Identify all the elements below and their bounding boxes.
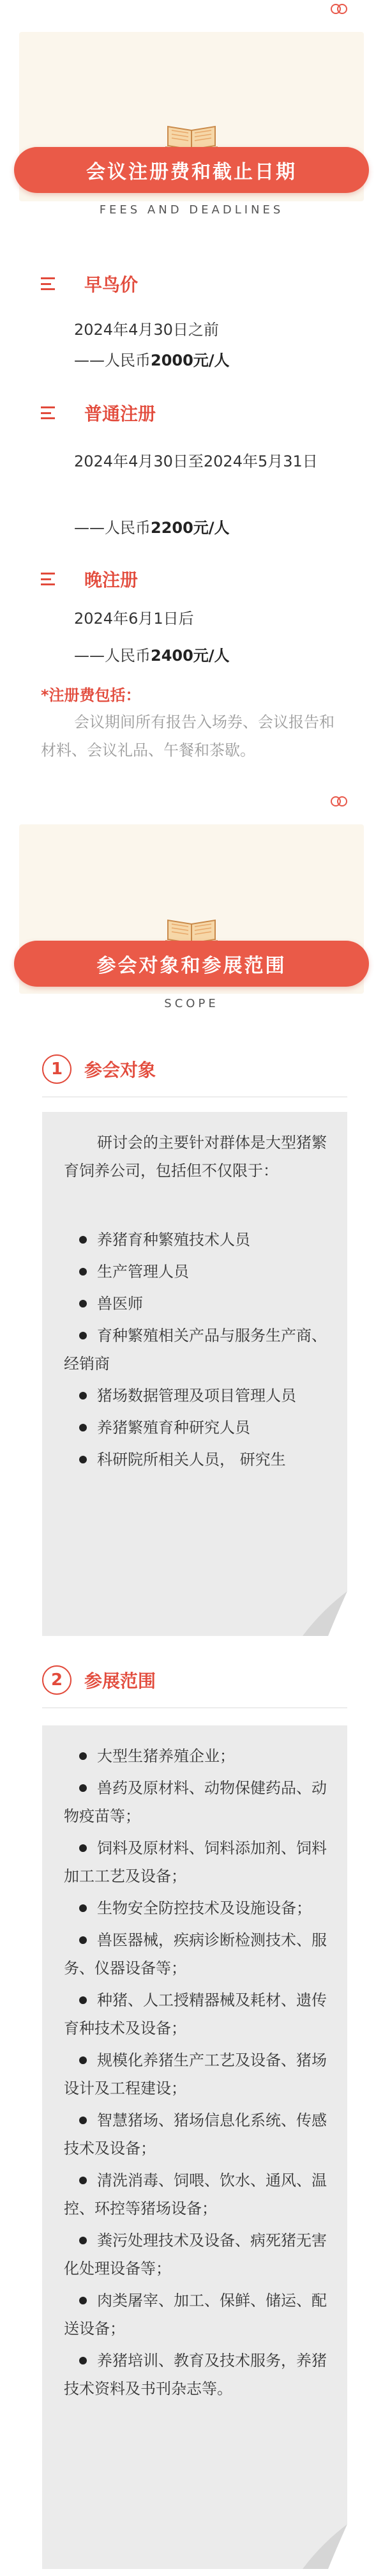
menu-lines-icon xyxy=(41,573,55,585)
part2-heading xyxy=(42,1665,156,1695)
fee-date: 2024年4月30日至2024年5月31日 xyxy=(74,452,318,470)
part1-number: 1 xyxy=(42,1054,71,1084)
list-item: 科研院所相关人员， 研究生 xyxy=(64,1446,332,1474)
list-item: 清洗消毒、饲喂、饮水、通风、温控、环控等猪场设备； xyxy=(64,2166,332,2223)
list-item: 规模化养猪生产工艺及设备、猪场设计及工程建设； xyxy=(64,2046,332,2102)
fee-date: 2024年6月1日后 xyxy=(74,610,194,628)
list-item: 兽医师 xyxy=(64,1290,332,1318)
list-item: 育种繁殖相关产品与服务生产商、经销商 xyxy=(64,1322,332,1378)
price-prefix: ——人民币 xyxy=(74,351,151,369)
list-item: 肉类屠宰、加工、保鲜、储运、配送设备； xyxy=(64,2287,332,2343)
price-value: 2000元/人 xyxy=(151,351,230,369)
exhibit-scope-card xyxy=(42,1725,347,2569)
menu-lines-icon xyxy=(41,406,55,419)
section1-subtitle: FEES AND DEADLINES xyxy=(99,203,284,217)
part2-label: 参展范围 xyxy=(84,1670,156,1692)
list-item: 猪场数据管理及项目管理人员 xyxy=(64,1382,332,1410)
list-item: 养猪育种繁殖技术人员 xyxy=(64,1226,332,1254)
price-prefix: ——人民币 xyxy=(74,519,151,537)
section2-subtitle: SCOPE xyxy=(164,997,219,1010)
section2-title: 参会对象和参展范围 xyxy=(14,941,369,987)
fee-date: 2024年4月30日之前 xyxy=(74,321,219,339)
attendees-list xyxy=(64,1226,332,1477)
exhibit-scope-list xyxy=(64,1742,332,2407)
fee-price-line xyxy=(74,644,230,667)
fee-price-line xyxy=(74,349,230,372)
note-text: 会议期间所有报告入场券、会议报告和材料、会议礼品、午餐和茶歇。 xyxy=(41,713,334,759)
list-item: 智慧猪场、猪场信息化系统、传感技术及设备； xyxy=(64,2106,332,2163)
part2-number: 2 xyxy=(42,1665,71,1695)
list-item: 养猪繁殖育种研究人员 xyxy=(64,1414,332,1442)
list-item: 生产管理人员 xyxy=(64,1258,332,1286)
list-item: 大型生猪养殖企业； xyxy=(64,1742,332,1770)
fee-label: 晚注册 xyxy=(84,569,139,590)
price-value: 2200元/人 xyxy=(151,519,230,537)
fee-early-bird-heading xyxy=(41,271,138,297)
price-value: 2400元/人 xyxy=(151,647,230,665)
page-fold-icon xyxy=(303,2524,347,2569)
price-prefix: ——人民币 xyxy=(74,647,151,665)
list-item: 养猪培训、教育及技术服务，养猪技术资料及书刊杂志等。 xyxy=(64,2347,332,2403)
list-item: 粪污处理技术及设备、病死猪无害化处理设备等； xyxy=(64,2226,332,2283)
fee-label: 普通注册 xyxy=(84,403,156,424)
part1-heading xyxy=(42,1054,156,1084)
page-fold-icon xyxy=(303,1591,347,1636)
list-item: 兽药及原材料、动物保健药品、动物疫苗等； xyxy=(64,1774,332,1830)
list-item: 种猪、人工授精器械及耗材、遗传育种技术及设备； xyxy=(64,1986,332,2042)
fee-price-line xyxy=(74,516,230,539)
section1-title: 会议注册费和截止日期 xyxy=(14,147,369,193)
note-title: *注册费包括： xyxy=(41,686,141,704)
attendees-card xyxy=(42,1112,347,1636)
rings-icon xyxy=(331,4,349,14)
list-item: 生物安全防控技术及设施设备； xyxy=(64,1894,332,1922)
part1-label: 参会对象 xyxy=(84,1060,156,1081)
fee-label: 早鸟价 xyxy=(84,274,139,295)
menu-lines-icon xyxy=(41,277,55,290)
list-item: 兽医器械，疾病诊断检测技术、服务、仪器设备等； xyxy=(64,1926,332,1982)
list-item: 饲料及原材料、饲料添加剂、饲料加工工艺及设备； xyxy=(64,1834,332,1890)
fee-regular-heading xyxy=(41,400,156,426)
rings-icon xyxy=(331,796,349,806)
fee-late-heading xyxy=(41,566,138,592)
attendees-intro: 研讨会的主要针对群体是大型猪繁育饲养公司，包括但不仅限于： xyxy=(64,1134,327,1180)
